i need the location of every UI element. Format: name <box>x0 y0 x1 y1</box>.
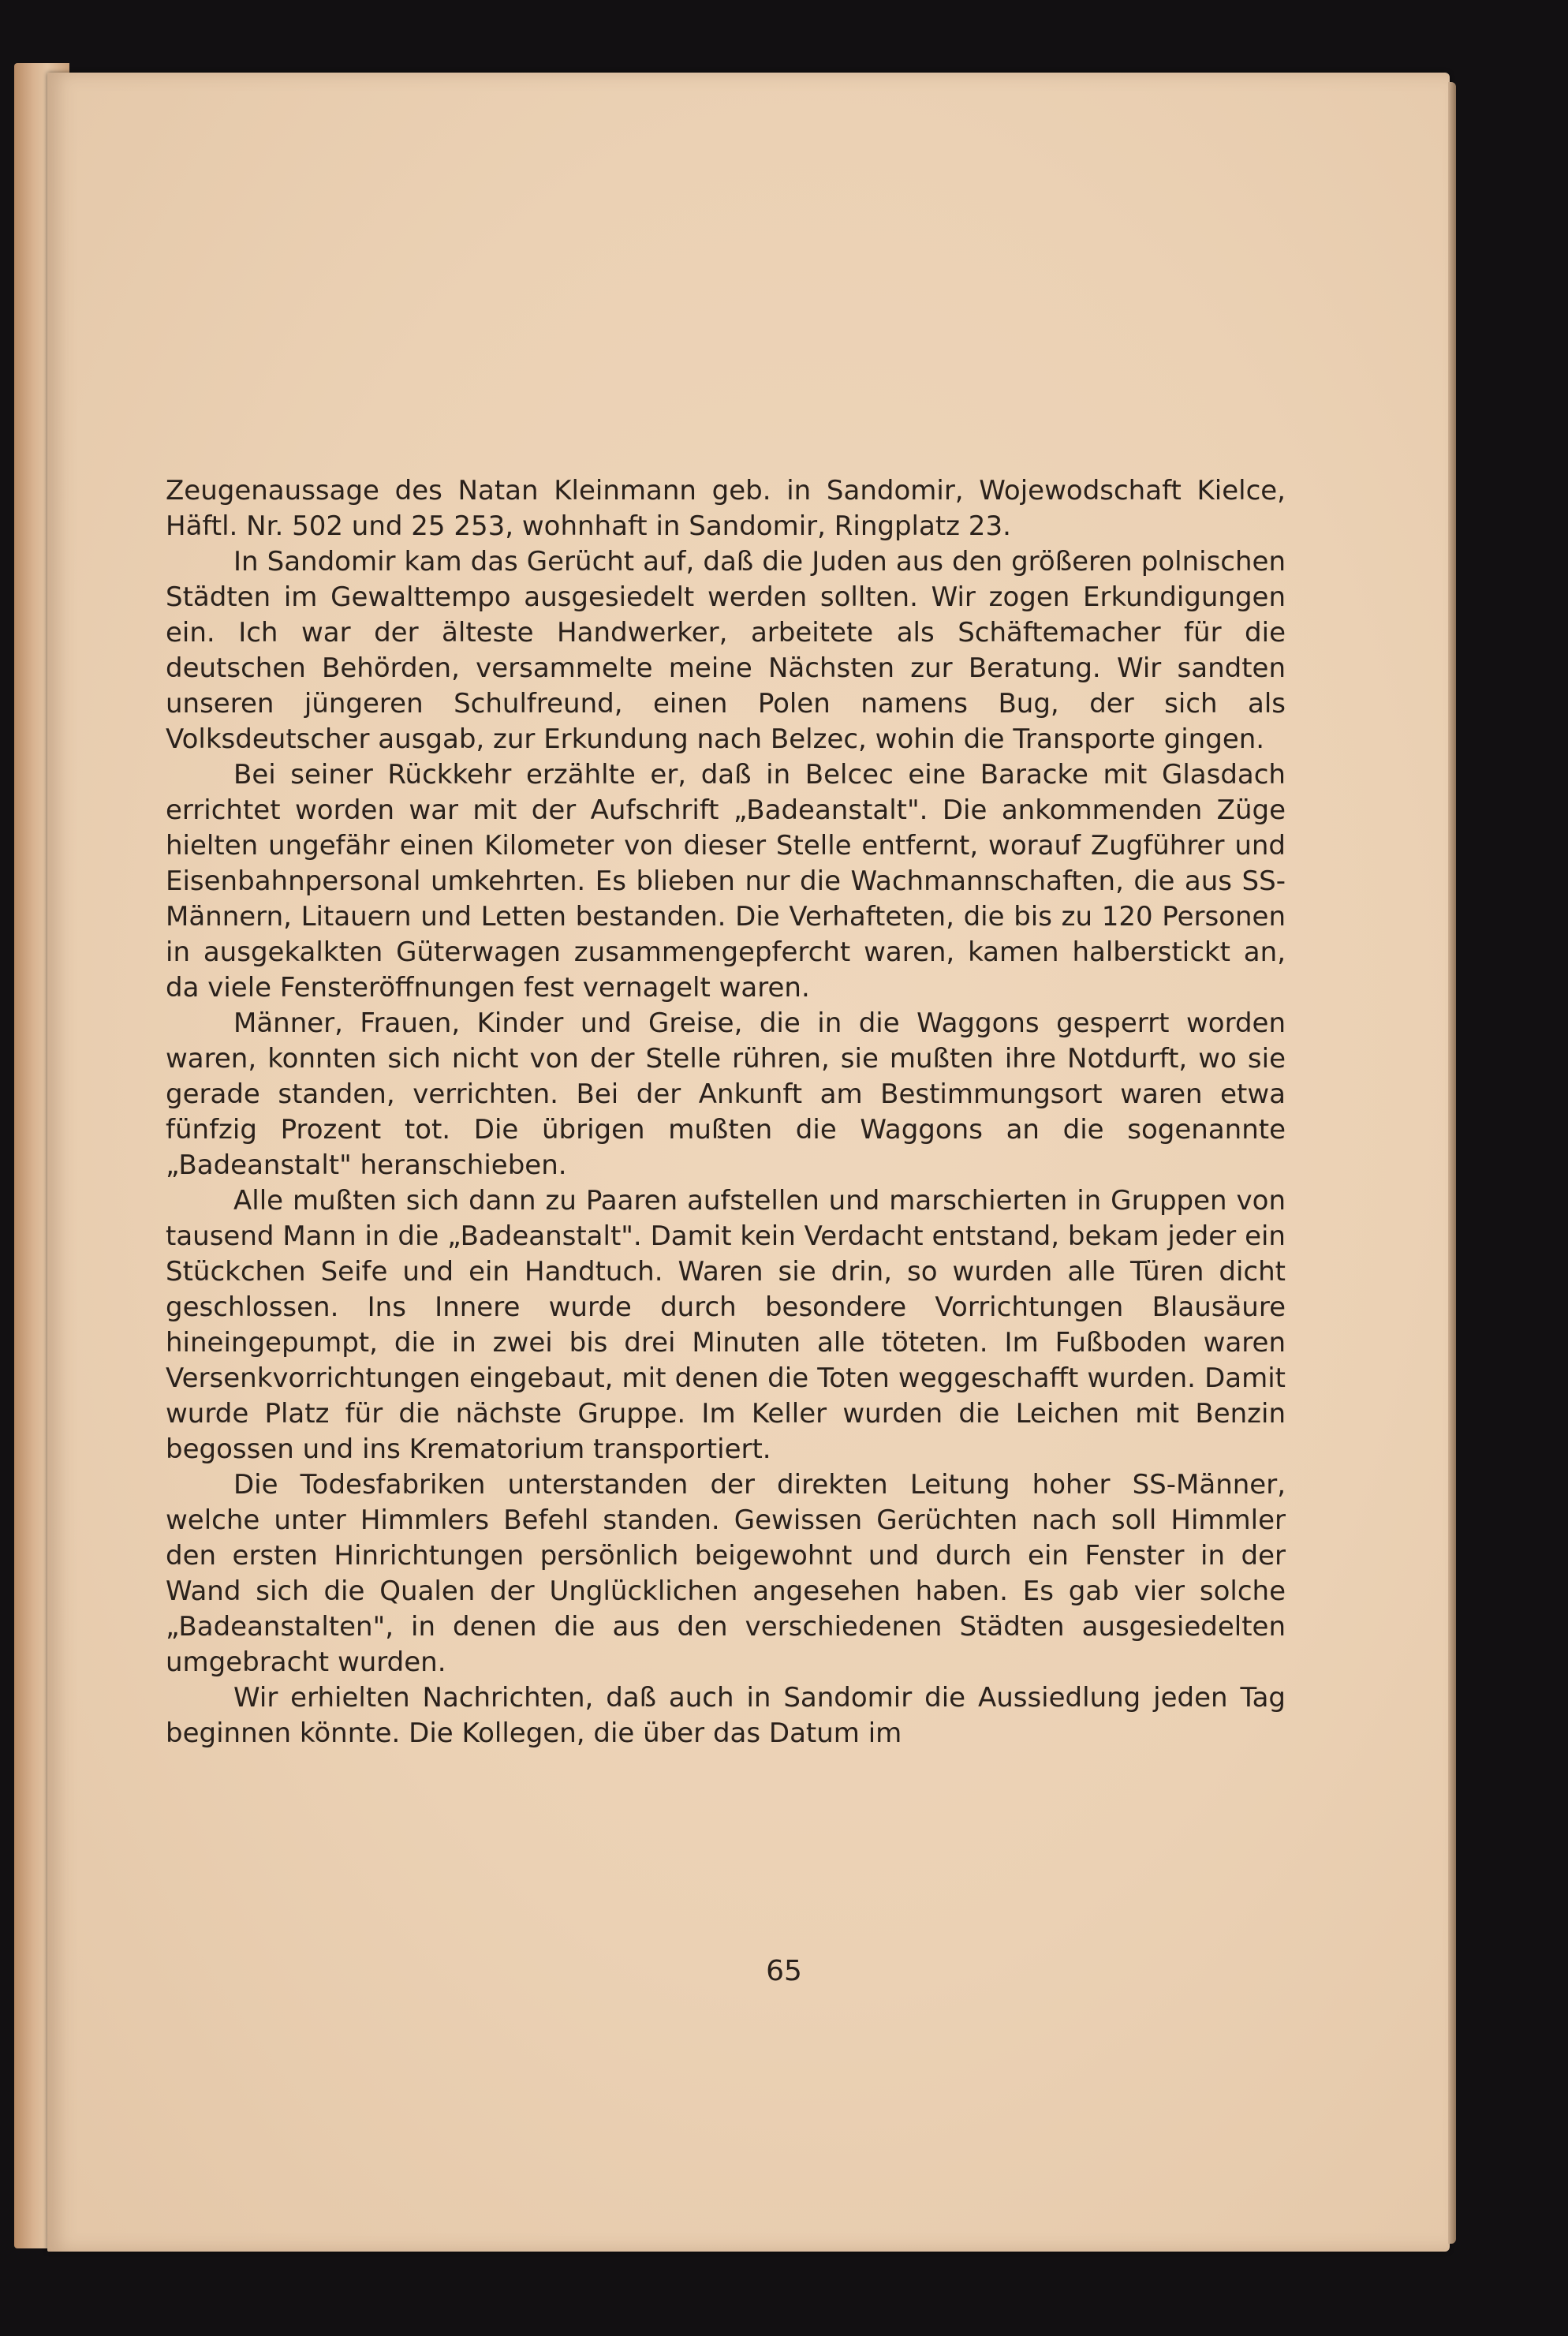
paragraph: Männer, Frauen, Kinder und Greise, die in die Waggons gesperrt worden waren, konnten sich nicht von der Stelle rühren, sie mußten ihre Notdurft, wo sie gerade standen, verrichten. Bei der Ankunft am Bestimmungsort waren etwa fünfzig Prozent tot. Die übrigen mußten die Waggons an die sogenannte „Badeanstalt" heranschieben. <box>166 1007 1286 1181</box>
paragraph: In Sandomir kam das Gerücht auf, daß die Juden aus den größeren polnischen Städten im Gewalttempo ausgesiedelt werden sollten. Wir zogen Erkundigungen ein. Ich war der älteste Handwerker, arbeitete als Schäftemacher für die deutschen Behörden, versammelte meine Nächsten zur Beratung. Wir sandten unseren jüngeren Schulfreund, einen Polen namens Bug, der sich als Volksdeutscher ausgab, zur Erkundung nach Belzec, wohin die Transporte gingen. <box>166 546 1286 755</box>
page-text <box>166 473 1286 1751</box>
paragraph: Die Todesfabriken unterstanden der direkten Leitung hoher SS-Männer, welche unter Himmlers Befehl standen. Gewissen Gerüchten nach soll Himmler den ersten Hinrichtungen persönlich beigewohnt und durch ein Fenster in der Wand sich die Qualen der Unglücklichen angesehen haben. Es gab vier solche „Badeanstalten", in denen die aus den verschiedenen Städten ausgesiedelten umgebracht wurden. <box>166 1469 1286 1678</box>
paragraph: Alle mußten sich dann zu Paaren aufstellen und marschierten in Gruppen von tausend Mann in die „Badeanstalt". Damit kein Verdacht entstand, bekam jeder ein Stückchen Seife und ein Handtuch. Waren sie drin, so wurden alle Türen dicht geschlossen. Ins Innere wurde durch besondere Vorrichtungen Blausäure hineingepumpt, die in zwei bis drei Minuten alle töteten. Im Fußboden waren Versenkvorrichtungen eingebaut, mit denen die Toten weggeschafft wurden. Damit wurde Platz für die nächste Gruppe. Im Keller wurden die Leichen mit Benzin begossen und ins Krematorium transportiert. <box>166 1185 1286 1465</box>
page-number: 65 <box>766 1955 802 1987</box>
page-edge <box>1448 82 1456 2244</box>
paragraph: Wir erhielten Nachrichten, daß auch in Sandomir die Aussiedlung jeden Tag beginnen könnte. Die Kollegen, die über das Datum im <box>166 1682 1286 1749</box>
paragraph-intro: Zeugenaussage des Natan Kleinmann geb. in Sandomir, Wojewodschaft Kielce, Häftl. Nr. 502 und 25 253, wohnhaft in Sandomir, Ringplatz 23. <box>166 475 1286 542</box>
paragraph: Bei seiner Rückkehr erzählte er, daß in Belcec eine Baracke mit Glasdach errichtet worden war mit der Aufschrift „Badeanstalt". Die ankommenden Züge hielten ungefähr einen Kilometer von dieser Stelle entfernt, worauf Zugführer und Eisenbahnpersonal umkehrten. Es blieben nur die Wachmannschaften, die aus SS-Männern, Litauern und Letten bestanden. Die Verhafteten, die bis zu 120 Personen in ausgekalkten Güterwagen zusammengepfercht waren, kamen halberstickt an, da viele Fensteröffnungen fest vernagelt waren. <box>166 759 1286 1004</box>
